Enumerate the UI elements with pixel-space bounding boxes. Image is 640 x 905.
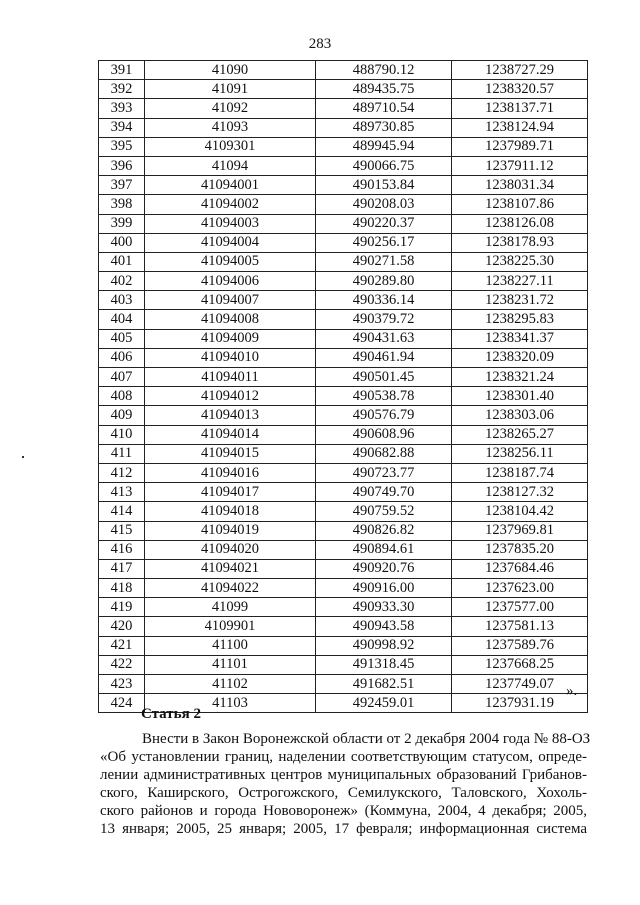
x-coordinate-cell: 491682.51	[316, 675, 452, 694]
paragraph-line: ского районов и города Нововоронеж» (Коммуна, 2004, 4 декабря; 2005,	[100, 803, 587, 819]
x-coordinate-cell: 489710.54	[316, 99, 452, 118]
point-id-cell: 41102	[145, 675, 316, 694]
point-id-cell: 41094004	[145, 233, 316, 252]
table-row	[99, 655, 588, 674]
y-coordinate-cell: 1237989.71	[452, 137, 588, 156]
row-number-cell: 421	[99, 636, 145, 655]
x-coordinate-cell: 490749.70	[316, 483, 452, 502]
point-id-cell: 41094012	[145, 387, 316, 406]
x-coordinate-cell: 490220.37	[316, 214, 452, 233]
point-id-cell: 41090	[145, 61, 316, 80]
row-number-cell: 410	[99, 425, 145, 444]
row-number-cell: 396	[99, 156, 145, 175]
y-coordinate-cell: 1237668.25	[452, 655, 588, 674]
table-row	[99, 617, 588, 636]
point-id-cell: 4109901	[145, 617, 316, 636]
x-coordinate-cell: 490920.76	[316, 559, 452, 578]
row-number-cell: 413	[99, 483, 145, 502]
row-number-cell: 397	[99, 176, 145, 195]
x-coordinate-cell: 490208.03	[316, 195, 452, 214]
y-coordinate-cell: 1238227.11	[452, 272, 588, 291]
y-coordinate-cell: 1238320.09	[452, 348, 588, 367]
x-coordinate-cell: 490066.75	[316, 156, 452, 175]
x-coordinate-cell: 490431.63	[316, 329, 452, 348]
y-coordinate-cell: 1238301.40	[452, 387, 588, 406]
x-coordinate-cell: 490894.61	[316, 540, 452, 559]
y-coordinate-cell: 1238107.86	[452, 195, 588, 214]
row-number-cell: 415	[99, 521, 145, 540]
table-row	[99, 444, 588, 463]
point-id-cell: 41094013	[145, 406, 316, 425]
x-coordinate-cell: 490608.96	[316, 425, 452, 444]
point-id-cell: 4109301	[145, 137, 316, 156]
table-row	[99, 291, 588, 310]
x-coordinate-cell: 490501.45	[316, 368, 452, 387]
x-coordinate-cell: 488790.12	[316, 61, 452, 80]
y-coordinate-cell: 1238225.30	[452, 252, 588, 271]
y-coordinate-cell: 1238126.08	[452, 214, 588, 233]
x-coordinate-cell: 490271.58	[316, 252, 452, 271]
x-coordinate-cell: 489435.75	[316, 80, 452, 99]
point-id-cell: 41094020	[145, 540, 316, 559]
table-row	[99, 329, 588, 348]
x-coordinate-cell: 490723.77	[316, 463, 452, 482]
table-row	[99, 559, 588, 578]
y-coordinate-cell: 1238231.72	[452, 291, 588, 310]
y-coordinate-cell: 1237749.07	[452, 675, 588, 694]
point-id-cell: 41094009	[145, 329, 316, 348]
y-coordinate-cell: 1238727.29	[452, 61, 588, 80]
row-number-cell: 419	[99, 598, 145, 617]
table-row	[99, 137, 588, 156]
row-number-cell: 423	[99, 675, 145, 694]
row-number-cell: 418	[99, 579, 145, 598]
y-coordinate-cell: 1237911.12	[452, 156, 588, 175]
point-id-cell: 41094006	[145, 272, 316, 291]
row-number-cell: 422	[99, 655, 145, 674]
row-number-cell: 403	[99, 291, 145, 310]
y-coordinate-cell: 1238265.27	[452, 425, 588, 444]
point-id-cell: 41094005	[145, 252, 316, 271]
y-coordinate-cell: 1237969.81	[452, 521, 588, 540]
table-row	[99, 598, 588, 617]
row-number-cell: 424	[99, 694, 145, 713]
x-coordinate-cell: 491318.45	[316, 655, 452, 674]
y-coordinate-cell: 1238124.94	[452, 118, 588, 137]
table-row	[99, 636, 588, 655]
x-coordinate-cell: 490379.72	[316, 310, 452, 329]
point-id-cell: 41094001	[145, 176, 316, 195]
y-coordinate-cell: 1238127.32	[452, 483, 588, 502]
row-number-cell: 420	[99, 617, 145, 636]
point-id-cell: 41094019	[145, 521, 316, 540]
table-row	[99, 348, 588, 367]
y-coordinate-cell: 1238321.24	[452, 368, 588, 387]
table-row	[99, 425, 588, 444]
point-id-cell: 41094007	[145, 291, 316, 310]
paragraph-line: лении административных центров муниципальных образований Грибанов-	[100, 767, 587, 783]
row-number-cell: 399	[99, 214, 145, 233]
table-row	[99, 80, 588, 99]
point-id-cell: 41094017	[145, 483, 316, 502]
table-row	[99, 195, 588, 214]
scan-speck	[22, 456, 24, 458]
row-number-cell: 412	[99, 463, 145, 482]
y-coordinate-cell: 1237623.00	[452, 579, 588, 598]
row-number-cell: 395	[99, 137, 145, 156]
x-coordinate-cell: 490826.82	[316, 521, 452, 540]
x-coordinate-cell: 490461.94	[316, 348, 452, 367]
point-id-cell: 41094014	[145, 425, 316, 444]
table-row	[99, 540, 588, 559]
table-row	[99, 502, 588, 521]
point-id-cell: 41094022	[145, 579, 316, 598]
table-row	[99, 99, 588, 118]
row-number-cell: 391	[99, 61, 145, 80]
table-row	[99, 368, 588, 387]
table-row	[99, 579, 588, 598]
row-number-cell: 398	[99, 195, 145, 214]
y-coordinate-cell: 1237577.00	[452, 598, 588, 617]
x-coordinate-cell: 492459.01	[316, 694, 452, 713]
row-number-cell: 406	[99, 348, 145, 367]
y-coordinate-cell: 1238341.37	[452, 329, 588, 348]
row-number-cell: 417	[99, 559, 145, 578]
row-number-cell: 414	[99, 502, 145, 521]
table-row	[99, 675, 588, 694]
y-coordinate-cell: 1238031.34	[452, 176, 588, 195]
x-coordinate-cell: 490336.14	[316, 291, 452, 310]
point-id-cell: 41103	[145, 694, 316, 713]
x-coordinate-cell: 490916.00	[316, 579, 452, 598]
y-coordinate-cell: 1238295.83	[452, 310, 588, 329]
closing-quote: ».	[566, 683, 578, 699]
point-id-cell: 41094008	[145, 310, 316, 329]
row-number-cell: 400	[99, 233, 145, 252]
coordinates-table-body	[99, 61, 588, 713]
article-heading: Статья 2	[141, 706, 201, 722]
row-number-cell: 409	[99, 406, 145, 425]
table-row	[99, 483, 588, 502]
point-id-cell: 41094018	[145, 502, 316, 521]
point-id-cell: 41101	[145, 655, 316, 674]
page-number: 283	[308, 36, 332, 52]
x-coordinate-cell: 490153.84	[316, 176, 452, 195]
x-coordinate-cell: 490998.92	[316, 636, 452, 655]
row-number-cell: 411	[99, 444, 145, 463]
point-id-cell: 41094	[145, 156, 316, 175]
point-id-cell: 41093	[145, 118, 316, 137]
x-coordinate-cell: 490538.78	[316, 387, 452, 406]
row-number-cell: 405	[99, 329, 145, 348]
point-id-cell: 41094021	[145, 559, 316, 578]
table-row	[99, 61, 588, 80]
y-coordinate-cell: 1237835.20	[452, 540, 588, 559]
y-coordinate-cell: 1237589.76	[452, 636, 588, 655]
coordinates-table	[98, 60, 588, 713]
table-row	[99, 406, 588, 425]
table-row	[99, 252, 588, 271]
y-coordinate-cell: 1238187.74	[452, 463, 588, 482]
row-number-cell: 401	[99, 252, 145, 271]
point-id-cell: 41100	[145, 636, 316, 655]
row-number-cell: 407	[99, 368, 145, 387]
y-coordinate-cell: 1238256.11	[452, 444, 588, 463]
table-row	[99, 176, 588, 195]
point-id-cell: 41092	[145, 99, 316, 118]
table-row	[99, 118, 588, 137]
x-coordinate-cell: 490576.79	[316, 406, 452, 425]
x-coordinate-cell: 489730.85	[316, 118, 452, 137]
row-number-cell: 404	[99, 310, 145, 329]
x-coordinate-cell: 490682.88	[316, 444, 452, 463]
point-id-cell: 41094015	[145, 444, 316, 463]
table-row	[99, 521, 588, 540]
table-row	[99, 156, 588, 175]
x-coordinate-cell: 490289.80	[316, 272, 452, 291]
table-row	[99, 310, 588, 329]
point-id-cell: 41094011	[145, 368, 316, 387]
x-coordinate-cell: 490256.17	[316, 233, 452, 252]
y-coordinate-cell: 1237581.13	[452, 617, 588, 636]
article-paragraph	[100, 730, 591, 838]
point-id-cell: 41094016	[145, 463, 316, 482]
x-coordinate-cell: 490943.58	[316, 617, 452, 636]
paragraph-line: 13 января; 2005, 25 января; 2005, 17 февраля; информационная система	[100, 821, 587, 837]
y-coordinate-cell: 1238178.93	[452, 233, 588, 252]
table-row	[99, 214, 588, 233]
x-coordinate-cell: 489945.94	[316, 137, 452, 156]
table-row	[99, 463, 588, 482]
row-number-cell: 392	[99, 80, 145, 99]
y-coordinate-cell: 1238104.42	[452, 502, 588, 521]
table-row	[99, 387, 588, 406]
point-id-cell: 41091	[145, 80, 316, 99]
point-id-cell: 41094003	[145, 214, 316, 233]
y-coordinate-cell: 1238320.57	[452, 80, 588, 99]
row-number-cell: 402	[99, 272, 145, 291]
y-coordinate-cell: 1238303.06	[452, 406, 588, 425]
paragraph-line: Внести в Закон Воронежской области от 2 декабря 2004 года № 88-ОЗ	[142, 731, 591, 747]
row-number-cell: 416	[99, 540, 145, 559]
point-id-cell: 41099	[145, 598, 316, 617]
table-row	[99, 233, 588, 252]
row-number-cell: 408	[99, 387, 145, 406]
row-number-cell: 394	[99, 118, 145, 137]
paragraph-line: «Об установлении границ, наделении соответствующим статусом, опреде-	[100, 749, 587, 765]
y-coordinate-cell: 1238137.71	[452, 99, 588, 118]
paragraph-line: ского, Каширского, Острогожского, Семилукского, Таловского, Хохоль-	[100, 785, 587, 801]
point-id-cell: 41094010	[145, 348, 316, 367]
x-coordinate-cell: 490933.30	[316, 598, 452, 617]
y-coordinate-cell: 1237931.19	[452, 694, 588, 713]
x-coordinate-cell: 490759.52	[316, 502, 452, 521]
point-id-cell: 41094002	[145, 195, 316, 214]
table-row	[99, 272, 588, 291]
y-coordinate-cell: 1237684.46	[452, 559, 588, 578]
row-number-cell: 393	[99, 99, 145, 118]
